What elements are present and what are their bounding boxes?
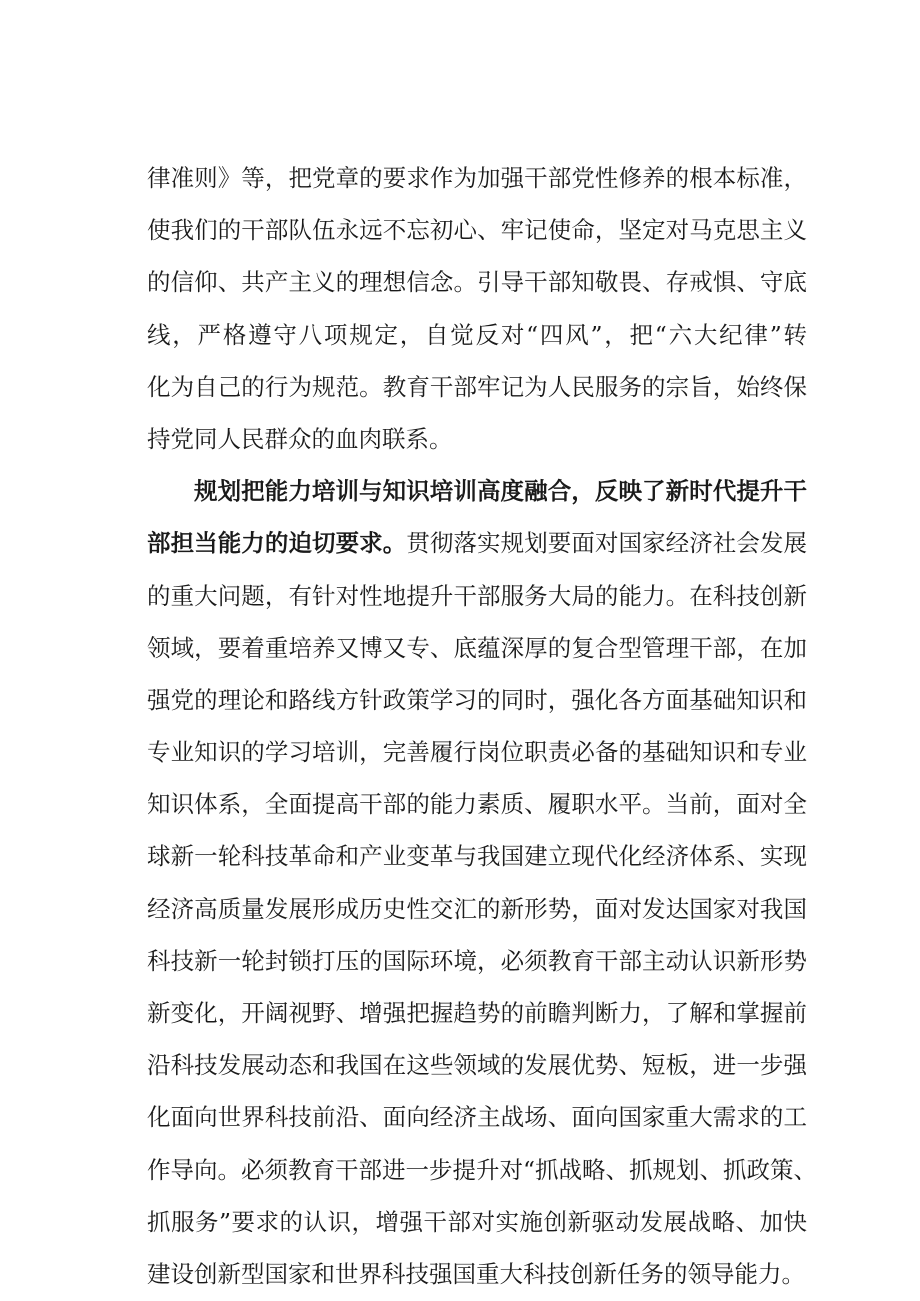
paragraph-mixed-line (147, 517, 807, 569)
paragraph-line: 经济高质量发展形成历史性交汇的新形势，面对发达国家对我国 (147, 894, 807, 923)
paragraph-line: 科技新一轮封锁打压的国际环境，必须教育干部主动认识新形势 (147, 946, 807, 975)
paragraph-line: 领域，要着重培养又博又专、底蕴深厚的复合型管理干部，在加 (147, 633, 807, 662)
paragraph-heading-tail: 部担当能力的迫切要求。 (147, 529, 407, 558)
paragraph-line: 律准则》等，把党章的要求作为加强干部党性修养的根本标准， (147, 164, 807, 192)
paragraph-2 (147, 465, 818, 1300)
paragraph-line: 持党同人民群众的血肉联系。 (147, 424, 453, 453)
paragraph-line: 的重大问题，有针对性地提升干部服务大局的能力。在科技创新 (147, 581, 807, 610)
paragraph-line: 的信仰、共产主义的理想信念。引导干部知敬畏、存戒惧、守底 (147, 268, 807, 297)
paragraph-line: 作导向。必须教育干部进一步提升对“抓战略、抓规划、抓政策、 (147, 1155, 818, 1184)
paragraph-line: 抓服务”要求的认识，增强干部对实施创新驱动发展战略、加快 (147, 1207, 807, 1236)
paragraph-line: 线，严格遵守八项规定，自觉反对“四风”，把“六大纪律”转 (147, 320, 807, 349)
paragraph-line: 使我们的干部队伍永远不忘初心、牢记使命，坚定对马克思主义 (147, 216, 807, 245)
paragraph-line: 新变化，开阔视野、增强把握趋势的前瞻判断力，了解和掌握前 (147, 999, 807, 1027)
paragraph-line: 沿科技发展动态和我国在这些领域的发展优势、短板，进一步强 (147, 1051, 807, 1080)
paragraph-line: 球新一轮科技革命和产业变革与我国建立现代化经济体系、实现 (147, 842, 807, 871)
paragraph-line: 知识体系，全面提高干部的能力素质、履职水平。当前，面对全 (147, 790, 807, 819)
paragraph-line: 建设创新型国家和世界科技强国重大科技创新任务的领导能力。 (147, 1259, 805, 1288)
paragraph-line: 化面向世界科技前沿、面向经济主战场、面向国家重大需求的工 (147, 1103, 807, 1132)
paragraph-line-text: 贯彻落实规划要面对国家经济社会发展 (406, 529, 808, 558)
paragraph-line: 化为自己的行为规范。教育干部牢记为人民服务的宗旨，始终保 (147, 372, 807, 401)
paragraph-1 (147, 152, 807, 465)
paragraph-heading-line: 规划把能力培训与知识培训高度融合，反映了新时代提升干 (194, 477, 807, 506)
paragraph-line: 专业知识的学习培训，完善履行岗位职责必备的基础知识和专业 (147, 738, 807, 767)
paragraph-line: 强党的理论和路线方针政策学习的同时，强化各方面基础知识和 (147, 685, 807, 714)
document-body (147, 152, 818, 1300)
